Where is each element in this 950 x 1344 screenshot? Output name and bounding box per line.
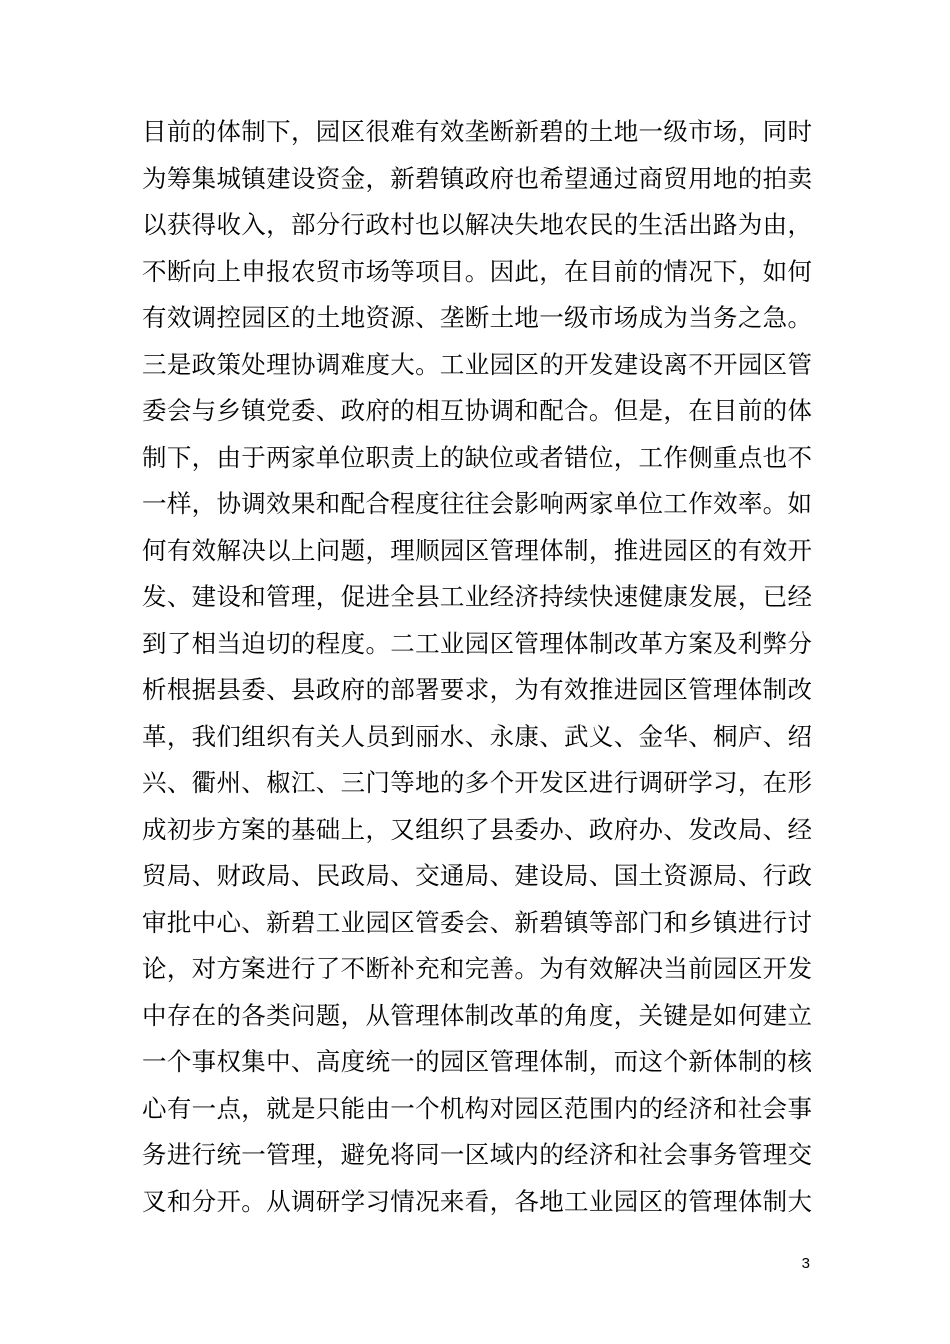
text-line: 目前的体制下，园区很难有效垄断新碧的土地一级市场，同时 — [142, 117, 812, 146]
document-body — [142, 109, 812, 1225]
text-line: 成初步方案的基础上，又组织了县委办、政府办、发改局、经 — [142, 814, 812, 844]
text-line: 叉和分开。从调研学习情况来看，各地工业园区的管理体制大 — [142, 1186, 812, 1216]
text-line: 为筹集城镇建设资金，新碧镇政府也希望通过商贸用地的拍卖 — [142, 163, 812, 193]
text-line: 制下，由于两家单位职责上的缺位或者错位，工作侧重点也不 — [142, 442, 812, 472]
text-line: 有效调控园区的土地资源、垄断土地一级市场成为当务之急。 — [142, 303, 812, 332]
text-line: 革，我们组织有关人员到丽水、永康、武义、金华、桐庐、绍 — [142, 721, 812, 751]
text-line: 委会与乡镇党委、政府的相互协调和配合。但是，在目前的体 — [142, 396, 812, 425]
page-number: 3 — [801, 1255, 810, 1272]
text-line: 中存在的各类问题，从管理体制改革的角度，关键是如何建立 — [142, 1000, 812, 1030]
text-line: 不断向上申报农贸市场等项目。因此，在目前的情况下，如何 — [142, 256, 812, 286]
text-line: 务进行统一管理，避免将同一区域内的经济和社会事务管理交 — [142, 1140, 812, 1169]
text-line: 贸局、财政局、民政局、交通局、建设局、国土资源局、行政 — [142, 861, 812, 890]
text-line: 发、建设和管理，促进全县工业经济持续快速健康发展，已经 — [142, 582, 812, 611]
text-line: 以获得收入，部分行政村也以解决失地农民的生活出路为由， — [142, 210, 812, 239]
text-line: 一样，协调效果和配合程度往往会影响两家单位工作效率。如 — [142, 489, 812, 518]
text-line: 一个事权集中、高度统一的园区管理体制，而这个新体制的核 — [142, 1047, 812, 1076]
text-line: 兴、衢州、椒江、三门等地的多个开发区进行调研学习，在形 — [142, 768, 812, 797]
text-line: 析根据县委、县政府的部署要求，为有效推进园区管理体制改 — [142, 675, 812, 704]
text-line: 心有一点，就是只能由一个机构对园区范围内的经济和社会事 — [142, 1093, 812, 1123]
text-line: 论，对方案进行了不断补充和完善。为有效解决当前园区开发 — [142, 954, 812, 983]
text-line: 何有效解决以上问题，理顺园区管理体制，推进园区的有效开 — [142, 535, 812, 565]
text-line: 审批中心、新碧工业园区管委会、新碧镇等部门和乡镇进行讨 — [142, 907, 812, 937]
text-line: 三是政策处理协调难度大。工业园区的开发建设离不开园区管 — [142, 349, 812, 379]
text-line: 到了相当迫切的程度。二工业园区管理体制改革方案及利弊分 — [142, 628, 812, 658]
